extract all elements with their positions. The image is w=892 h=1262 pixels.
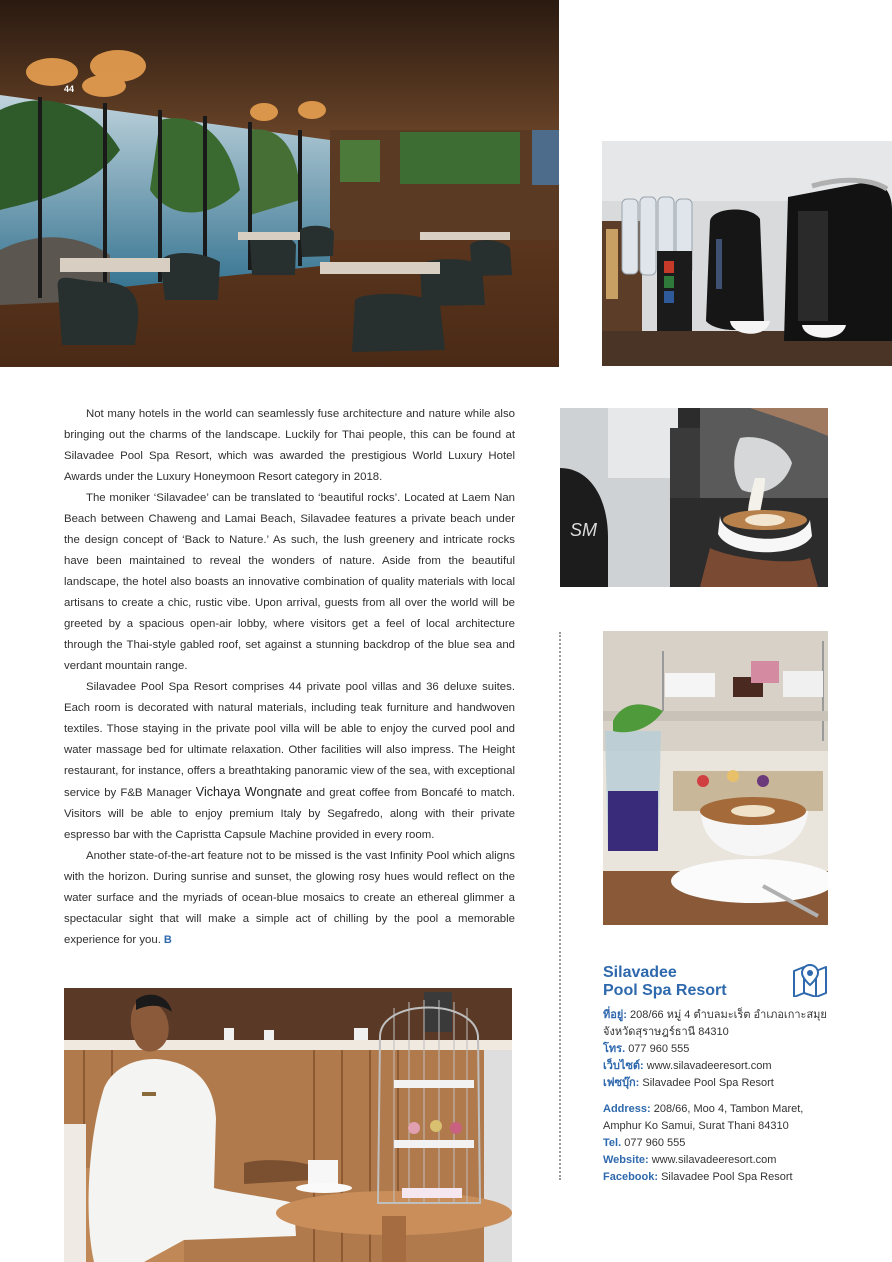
thai-address-label: ที่อยู่:	[603, 1009, 627, 1021]
photo-kettle-coffee-machine	[602, 141, 892, 366]
paragraph-3-text-start: Silavadee Pool Spa Resort comprises 44 private pool villas and 36 deluxe suites. Each room is decorated with natural materials, including teak furniture and handwoven textiles. Those staying in the private pool villa will be able to enjoy the curved pool and water massage bed for ultimate relaxation. Other facilities will also impress. The Height restaurant, for instance, offers a breathtaking panoramic view of the sea, with exceptional service by F&B Manager	[64, 681, 515, 799]
thai-website-label: เว็บไซต์:	[603, 1060, 644, 1072]
thai-address-line1: 208/66 หมู่ 4 ตำบลมะเร็ต อำเภอเกาะสมุย	[630, 1009, 827, 1021]
thai-facebook-link[interactable]: Silavadee Pool Spa Resort	[642, 1077, 774, 1089]
thai-tel-value: 077 960 555	[628, 1043, 690, 1055]
photo-afternoon-tea	[603, 631, 828, 925]
thai-address-line2: จังหวัดสุราษฎร์ธานี 84310	[603, 1026, 729, 1038]
thai-contact	[603, 1007, 835, 1092]
page-number: 44	[64, 84, 75, 94]
photo-fb-manager	[64, 988, 512, 1262]
end-mark: B	[163, 934, 172, 946]
en-tel-label: Tel.	[603, 1137, 622, 1149]
en-website-label: Website:	[603, 1154, 649, 1166]
en-address-line1: 208/66, Moo 4, Tambon Maret,	[653, 1103, 804, 1115]
en-facebook	[603, 1169, 835, 1186]
thai-tel	[603, 1041, 835, 1058]
column-divider	[559, 632, 561, 1180]
article-paragraph-3	[64, 677, 515, 846]
thai-address	[603, 1007, 835, 1024]
en-website-link[interactable]: www.silavadeeresort.com	[651, 1154, 777, 1166]
en-tel-value: 077 960 555	[624, 1137, 686, 1149]
thai-facebook	[603, 1075, 835, 1092]
en-facebook-label: Facebook:	[603, 1171, 659, 1183]
manager-name: Vichaya Wongnate	[195, 785, 302, 799]
photo-restaurant-interior	[0, 0, 559, 367]
english-contact	[603, 1101, 835, 1186]
thai-website-link[interactable]: www.silavadeeresort.com	[646, 1060, 772, 1072]
thai-tel-label: โทร.	[603, 1043, 626, 1055]
resort-name-line1: Silavadee	[603, 964, 677, 981]
en-address-line2: Amphur Ko Samui, Surat Thani 84310	[603, 1120, 789, 1132]
article-paragraph-4	[64, 846, 515, 951]
en-address	[603, 1101, 835, 1118]
thai-facebook-label: เฟซบุ๊ก:	[603, 1077, 640, 1089]
en-tel	[603, 1135, 835, 1152]
resort-info-block	[603, 964, 835, 1186]
resort-name-line2: Pool Spa Resort	[603, 982, 727, 999]
en-website	[603, 1152, 835, 1169]
photo-latte-art	[560, 408, 828, 587]
en-address-label: Address:	[603, 1103, 651, 1115]
thai-website	[603, 1058, 835, 1075]
article-paragraph-1: Not many hotels in the world can seamlessly fuse architecture and nature while also bringing out the charms of the landscape. Luckily for Thai people, this can be found at Silavadee Pool Spa Resort, which was awarded the prestigious World Luxury Hotel Awards under the Luxury Honeymoon Resort category in 2018.	[64, 408, 515, 483]
article-paragraph-2: The moniker ‘Silavadee’ can be translated to ‘beautiful rocks’. Located at Laem Nan Beach between Chaweng and Lamai Beach, Silavadee features a private beach under the design concept of ‘Back to Nature.’ As such, the lush greenery and intricate rocks have been maintained to reveal the wonders of nature. Aside from the beautiful landscape, the hotel also boasts an innovative combination of quality materials with local artisans to create a chic, rustic vibe. Upon arrival, guests from all over the world will be greeted by a spacious open-air lobby, where visitors get a feel of local architecture through the Thai-style gabled roof, set against a stunning backdrop of the blue sea and verdant mountain range.	[64, 492, 515, 672]
paragraph-3-text-end: and great coffee from Boncafé to match. Visitors will be able to enjoy premium Italy by Segafredo, along with their private espresso bar with the Capristta Capsule Machine provided in every room.	[64, 787, 515, 841]
article-body	[64, 404, 515, 951]
en-facebook-link[interactable]: Silavadee Pool Spa Resort	[661, 1171, 793, 1183]
svg-text:SM: SM	[570, 520, 597, 540]
paragraph-4-text: Another state-of-the-art feature not to be missed is the vast Infinity Pool which aligns with the horizon. During sunrise and sunset, the glowing rosy hues would reflect on the water surface and the myriads of ocean-blue mosaics to create an ethereal glimmer a spectacular sight that will make a simple act of chilling by the pool a memorable experience for you.	[64, 850, 515, 946]
